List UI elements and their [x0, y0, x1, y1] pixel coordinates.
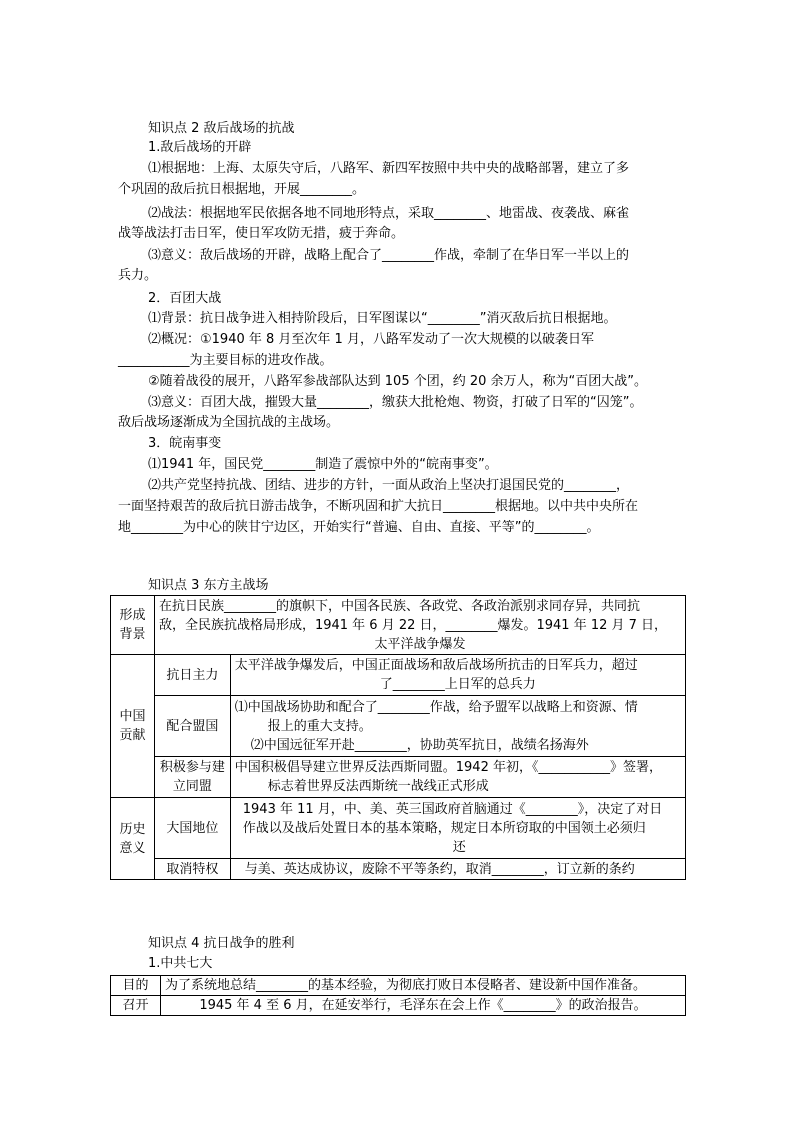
label-alliance: 积极参与建立同盟	[154, 757, 230, 798]
kp2-line-3: ⑵战法：根据地军民依据各地不同地形特点，采取________、地雷战、夜袭战、麻雀	[148, 206, 630, 221]
label-great-power: 大国地位	[154, 798, 230, 859]
label-support-allies: 配合盟国	[154, 696, 230, 757]
convened-cell: 1945 年 4 至 6 月，在延安举行，毛泽东在会上作《________》的政治报告。	[160, 996, 685, 1016]
great-power-line-2: 作战以及战后处置日本的基本策略，规定日本所窃取的中国领土必须归	[242, 820, 646, 836]
table-row	[111, 976, 686, 996]
kp4-section-1-title: 1.中共七大	[148, 956, 213, 971]
kp2-line-12: 敌后战场逐渐成为全国抗战的主战场。	[118, 415, 340, 430]
kp2-line-6: 兵力。	[118, 268, 158, 283]
kp2-line-10: ②随着战役的展开，八路军参战部队达到 105 个团，约 20 余万人，称为“百团大战”。	[148, 374, 648, 389]
table-row	[111, 859, 686, 880]
kp2-line-5: ⑶意义：敌后战场的开辟，战略上配合了________作战，牵制了在华日军一半以上的	[148, 248, 630, 263]
kp2-section-2-title: 2．百团大战	[148, 291, 222, 306]
table-row	[111, 757, 686, 798]
row-label-contribution: 中国贡献	[111, 655, 155, 798]
great-power-line-3: 还	[452, 839, 466, 855]
kp2-line-11: ⑶意义：百团大战，摧毁大量________，缴获大批枪炮、物资，打破了日军的“囚笼”。	[148, 395, 643, 410]
row-label-significance: 历史意义	[111, 798, 155, 880]
table-row	[111, 696, 686, 757]
kp2-line-13: ⑴1941 年，国民党________制造了震惊中外的“皖南事变”。	[148, 457, 498, 472]
support-allies-line-3: ⑵中国远征军开赴________，协助英军抗日，战绩名扬海外	[250, 737, 589, 753]
kp2-line-7: ⑴背景：抗日战争进入相持阶段后，日军图谋以“________”消灭敌后抗日根据地。	[148, 311, 617, 326]
great-power-cell	[230, 798, 685, 859]
kp3-heading: 知识点 3 东方主战场	[148, 578, 269, 593]
alliance-cell	[230, 757, 685, 798]
kp4-heading: 知识点 4 抗日战争的胜利	[148, 936, 295, 951]
main-force-line-1: 太平洋战争爆发后，中国正面战场和敌后战场所抗击的日军兵力，超过	[234, 658, 638, 673]
kp3-table	[110, 595, 686, 880]
row-label-background: 形成背景	[111, 596, 155, 655]
label-main-force: 抗日主力	[154, 655, 230, 696]
table-row	[111, 655, 686, 696]
abolish-privileges-cell: 与美、英达成协议，废除不平等条约，取消________，订立新的条约	[230, 859, 685, 880]
background-line-3: 太平洋战争爆发	[374, 636, 466, 652]
main-force-cell	[230, 655, 685, 696]
support-allies-line-2: 报上的重大支持。	[267, 718, 372, 734]
kp2-line-14: ⑵共产党坚持抗战、团结、进步的方针，一面从政治上坚决打退国民党的________，	[148, 478, 630, 493]
main-force-line-2: 了________上日军的总兵力	[379, 677, 536, 692]
kp2-section-1-title: 1.敌后战场的开辟	[148, 140, 252, 155]
kp2-line-9: ___________为主要目标的进攻作战。	[118, 353, 333, 368]
label-purpose: 目的	[111, 976, 161, 996]
alliance-line-1: 中国积极倡导建立世界反法西斯同盟。1942 年初，《___________》签署，	[234, 760, 662, 775]
label-abolish-privileges: 取消特权	[154, 859, 230, 880]
purpose-cell: 为了系统地总结________的基本经验，为彻底打败日本侵略者、建设新中国作准备。	[160, 976, 685, 996]
kp2-line-16: 地________为中心的陕甘宁边区，开始实行“普遍、自由、直接、平等”的________。	[118, 520, 600, 535]
alliance-line-2: 标志着世界反法西斯统一战线正式形成	[267, 779, 489, 794]
kp4-table	[110, 975, 686, 1016]
kp2-line-15: 一面坚持艰苦的敌后抗日游击战争，不断巩固和扩大抗日________根据地。以中共中央所在	[118, 499, 639, 514]
kp2-line-1: ⑴根据地：上海、太原失守后，八路军、新四军按照中共中央的战略部署，建立了多	[148, 161, 630, 176]
great-power-line-1: 1943 年 11 月，中、美、英三国政府首脑通过《________》，决定了对日	[242, 801, 663, 817]
kp2-line-8: ⑵概况：①1940 年 8 月至次年 1 月，八路军发动了一次大规模的以破袭日军	[148, 332, 594, 347]
support-allies-cell	[230, 696, 685, 757]
kp2-section-3-title: 3．皖南事变	[148, 436, 222, 451]
kp2-line-4: 战等战法打击日军，使日军攻防无措，疲于奔命。	[118, 226, 405, 241]
background-line-2: 敌，全民族抗战格局形成，1941 年 6 月 22 日，________爆发。1941 年 12 月 7 日，	[158, 617, 668, 633]
support-allies-line-1: ⑴中国战场协助和配合了________作战，给予盟军以战略上和资源、情	[234, 699, 638, 715]
table-row	[111, 996, 686, 1016]
kp2-heading: 知识点 2 敌后战场的抗战	[148, 121, 295, 136]
label-convened: 召开	[111, 996, 161, 1016]
background-line-1: 在抗日民族________的旗帜下，中国各民族、各政党、各政治派别求同存异，共同抗	[158, 598, 640, 614]
table-row	[111, 596, 686, 655]
background-cell	[154, 596, 685, 655]
table-row	[111, 798, 686, 859]
kp2-line-2: 个巩固的敌后抗日根据地，开展________。	[118, 182, 366, 197]
